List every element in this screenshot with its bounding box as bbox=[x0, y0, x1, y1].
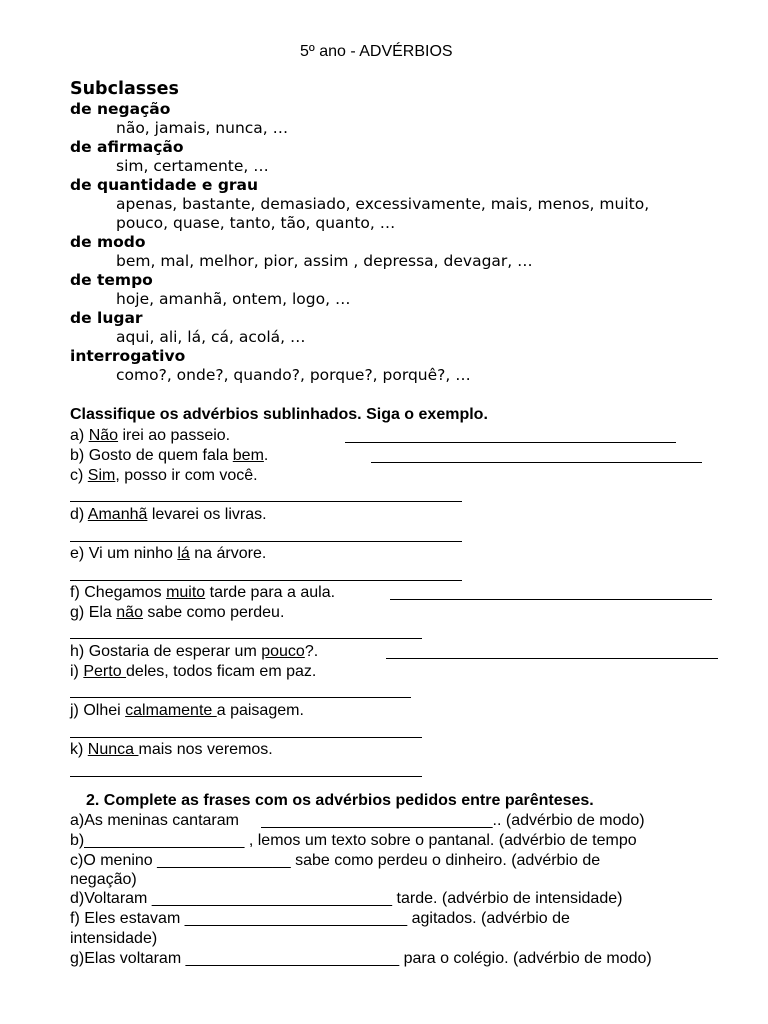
underlined-adverb: Amanhã bbox=[87, 506, 148, 523]
answer-line[interactable] bbox=[70, 737, 422, 738]
exercise-item bbox=[70, 466, 258, 486]
answer-line[interactable] bbox=[371, 462, 702, 463]
item-text-post: irei ao passeio. bbox=[118, 427, 231, 444]
underlined-adverb: pouco bbox=[261, 643, 305, 660]
item-text-post: a paisagem. bbox=[216, 702, 304, 719]
item-letter: a) bbox=[70, 427, 85, 444]
exercise-item bbox=[70, 505, 267, 525]
item-text-pre: Gostaria de esperar um bbox=[88, 643, 262, 660]
underlined-adverb: lá bbox=[177, 545, 190, 562]
exercise-item bbox=[70, 603, 284, 623]
exercise2-item bbox=[70, 831, 637, 851]
item-letter: c) bbox=[70, 467, 84, 484]
exercise2-item bbox=[70, 949, 652, 969]
exercise2-item bbox=[70, 851, 600, 871]
item-text: negação) bbox=[70, 871, 137, 888]
answer-line[interactable] bbox=[390, 599, 712, 600]
item-text-post: mais nos veremos. bbox=[138, 741, 273, 758]
item-letter: h) bbox=[70, 643, 85, 660]
subclass-examples: hoje, amanhã, ontem, logo, … bbox=[116, 290, 351, 308]
item-letter: e) bbox=[70, 545, 85, 562]
underlined-adverb: Não bbox=[88, 427, 119, 444]
item-text-post: , posso ir com você. bbox=[115, 467, 258, 484]
item-letter: c) bbox=[70, 852, 84, 869]
subclass-label: de modo bbox=[70, 233, 146, 251]
item-letter: g) bbox=[70, 604, 85, 621]
exercise-item bbox=[70, 446, 268, 466]
item-text-post: ?. bbox=[304, 643, 319, 660]
exercise1-instruction: Classifique os advérbios sublinhados. Siga o exemplo. bbox=[70, 406, 488, 423]
underlined-adverb: Perto bbox=[83, 663, 127, 680]
exercise2-item bbox=[70, 889, 622, 909]
item-text: O menino _______________ sabe como perdeu o dinheiro. (advérbio de bbox=[83, 852, 601, 869]
exercise-item bbox=[70, 426, 230, 446]
subclass-examples: como?, onde?, quando?, porque?, porquê?, … bbox=[116, 366, 471, 384]
item-letter: k) bbox=[70, 741, 84, 758]
subclass-examples: sim, certamente, … bbox=[116, 157, 269, 175]
answer-line[interactable] bbox=[70, 776, 422, 777]
answer-line[interactable] bbox=[345, 442, 676, 443]
item-letter: a) bbox=[70, 812, 85, 829]
subclass-label: interrogativo bbox=[70, 347, 186, 365]
item-text-pre: Vi um ninho bbox=[88, 545, 178, 562]
item-text-post: na árvore. bbox=[189, 545, 267, 562]
subclass-label: de negação bbox=[70, 100, 171, 118]
item-letter: f) bbox=[70, 910, 80, 927]
subclass-label: de tempo bbox=[70, 271, 153, 289]
item-text: intensidade) bbox=[70, 930, 158, 947]
exercise2-item bbox=[70, 870, 137, 890]
subclass-examples: pouco, quase, tanto, tão, quanto, … bbox=[116, 214, 396, 232]
answer-line[interactable] bbox=[70, 580, 462, 581]
exercise-item bbox=[70, 701, 304, 721]
item-text-pre: Chegamos bbox=[84, 584, 167, 601]
page-title: 5º ano - ADVÉRBIOS bbox=[300, 43, 453, 60]
item-text: Elas voltaram ________________________ para o colégio. (advérbio de modo) bbox=[84, 950, 652, 967]
answer-line[interactable] bbox=[70, 541, 462, 542]
answer-line[interactable] bbox=[70, 697, 411, 698]
item-text-post: levarei os livras. bbox=[147, 506, 267, 523]
item-text-pre: Gosto de quem fala bbox=[88, 447, 233, 464]
exercise-item bbox=[70, 583, 335, 603]
item-text-post: . bbox=[263, 447, 269, 464]
subclass-label: de quantidade e grau bbox=[70, 176, 259, 194]
item-text: Eles estavam _________________________ agitados. (advérbio de bbox=[79, 910, 570, 927]
exercise-item bbox=[70, 662, 316, 682]
underlined-adverb: não bbox=[116, 604, 143, 621]
underlined-adverb: calmamente bbox=[125, 702, 217, 719]
item-text-post: deles, todos ficam em paz. bbox=[126, 663, 317, 680]
subclass-label: de lugar bbox=[70, 309, 143, 327]
answer-line[interactable] bbox=[70, 638, 422, 639]
exercise2-item bbox=[70, 811, 645, 831]
item-text-pre: Ela bbox=[88, 604, 117, 621]
item-letter: d) bbox=[70, 890, 85, 907]
item-text-post: sabe como perdeu. bbox=[142, 604, 285, 621]
subclass-label: de afirmação bbox=[70, 138, 184, 156]
underlined-adverb: muito bbox=[166, 584, 206, 601]
item-text: __________________ , lemos um texto sobre o pantanal. (advérbio de tempo bbox=[84, 832, 637, 849]
item-letter: b) bbox=[70, 447, 85, 464]
item-text-post: tarde para a aula. bbox=[205, 584, 336, 601]
subclasses-heading: Subclasses bbox=[70, 79, 179, 99]
item-letter: j) bbox=[70, 702, 79, 719]
answer-line[interactable] bbox=[70, 501, 462, 502]
item-letter: d) bbox=[70, 506, 85, 523]
underlined-adverb: bem bbox=[232, 447, 264, 464]
item-letter: g) bbox=[70, 950, 85, 967]
subclass-examples: bem, mal, melhor, pior, assim , depressa, devagar, … bbox=[116, 252, 533, 270]
item-text-pre: Olhei bbox=[83, 702, 126, 719]
item-letter: f) bbox=[70, 584, 80, 601]
exercise2-item bbox=[70, 929, 157, 949]
answer-line[interactable] bbox=[386, 658, 718, 659]
underlined-adverb: Sim bbox=[87, 467, 116, 484]
subclass-examples: não, jamais, nunca, … bbox=[116, 119, 289, 137]
exercise2-item bbox=[70, 909, 570, 929]
exercise2-instruction: 2. Complete as frases com os advérbios pedidos entre parênteses. bbox=[86, 792, 594, 809]
exercise-item bbox=[70, 740, 273, 760]
subclass-examples: aqui, ali, lá, cá, acolá, … bbox=[116, 328, 306, 346]
item-letter: i) bbox=[70, 663, 79, 680]
item-text: As meninas cantaram __________________________.. (advérbio de modo) bbox=[84, 812, 645, 829]
exercise-item bbox=[70, 642, 318, 662]
item-text: Voltaram ___________________________ tarde. (advérbio de intensidade) bbox=[84, 890, 623, 907]
exercise-item bbox=[70, 544, 266, 564]
subclass-examples: apenas, bastante, demasiado, excessivamente, mais, menos, muito, bbox=[116, 195, 650, 213]
item-letter: b) bbox=[70, 832, 85, 849]
underlined-adverb: Nunca bbox=[87, 741, 139, 758]
